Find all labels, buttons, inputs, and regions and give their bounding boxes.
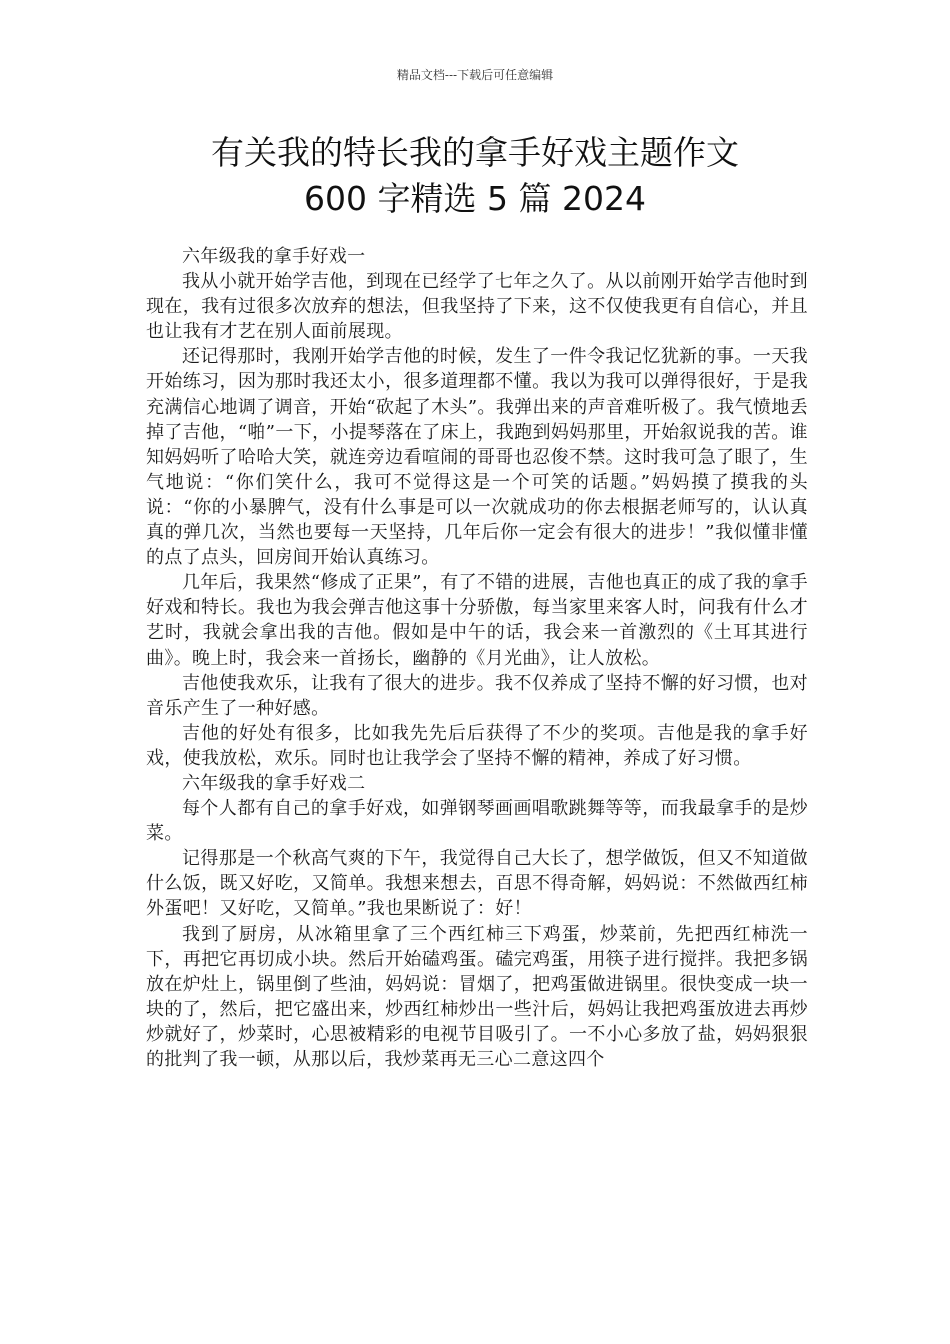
paragraph: 吉他使我欢乐，让我有了很大的进步。我不仅养成了坚持不懈的好习惯，也对音乐产生了一种好感。 (146, 672, 808, 719)
paragraph: 记得那是一个秋高气爽的下午，我觉得自己大长了，想学做饭，但又不知道做什么饭，既又好吃，又简单。我想来想去，百思不得奇解，妈妈说：不然做西红柿外蛋吧！又好吃，又简单。”我也果断说了：好！ (146, 848, 808, 920)
paragraph: 几年后，我果然“修成了正果”，有了不错的进展，吉他也真正的成了我的拿手好戏和特长。我也为我会弹吉他这事十分骄傲，每当家里来客人时，问我有什么才艺时，我就会拿出我的吉他。假如是中午的话，我会来一首激烈的《土耳其进行曲》。晚上时，我会来一首扬长，幽静的《月光曲》，让人放松。 (146, 572, 808, 669)
section-heading: 六年级我的拿手好戏二 (182, 772, 366, 794)
article-body (146, 244, 808, 1072)
paragraph: 还记得那时，我刚开始学吉他的时候，发生了一件令我记忆犹新的事。一天我开始练习，因为那时我还太小，很多道理都不懂。我以为我可以弹得很好，于是我充满信心地调了调音，开始“砍起了木头”。我弹出来的声音难听极了。我气愤地丢掉了吉他，“啪”一下，小提琴落在了床上，我跑到妈妈那里，开始叙说我的苦。谁知妈妈听了哈哈大笑，就连旁边看喧闹的哥哥也忍俊不禁。这时我可急了眼了，生气地说：“你们笑什么，我可不觉得这是一个可笑的话题。”妈妈摸了摸我的头说：“你的小暴脾气，没有什么事是可以一次就成功的你去根据老师写的，认认真真的弹几次，当然也要每一天坚持，几年后你一定会有很大的进步！”我似懂非懂的点了点头，回房间开始认真练习。 (146, 346, 808, 569)
section-heading: 六年级我的拿手好戏一 (182, 246, 366, 267)
paragraph: 我到了厨房，从冰箱里拿了三个西红柿三下鸡蛋，炒菜前，先把西红柿洗一下，再把它再切成小块。然后开始磕鸡蛋。磕完鸡蛋，用筷子进行搅拌。我把多锅放在炉灶上，锅里倒了些油，妈妈说：冒烟了，把鸡蛋做进锅里。很快变成一块一块的了，然后，把它盛出来，炒西红柿炒出一些汁后，妈妈让我把鸡蛋放进去再炒炒就好了，炒菜时，心思被精彩的电视节目吸引了。一不小心多放了盐，妈妈狠狠的批判了我一顿，从那以后，我炒菜再无三心二意这四个 (146, 923, 808, 1070)
header-note: 精品文档---下载后可任意编辑 (396, 68, 554, 82)
title-line-1: 有关我的特长我的拿手好戏主题作文 (211, 133, 739, 172)
paragraph: 我从小就开始学吉他，到现在已经学了七年之久了。从以前刚开始学吉他时到现在，我有过很多次放弃的想法，但我坚持了下来，这不仅使我更有自信心，并且也让我有才艺在别人面前展现。 (146, 271, 808, 343)
paragraph: 吉他的好处有很多，比如我先先后后获得了不少的奖项。吉他是我的拿手好戏，使我放松，欢乐。同时也让我学会了坚持不懈的精神，养成了好习惯。 (146, 722, 808, 769)
paragraph: 每个人都有自己的拿手好戏，如弹钢琴画画唱歌跳舞等等，而我最拿手的是炒菜。 (146, 798, 808, 845)
title-line-2: 600 字精选 5 篇 2024 (304, 179, 646, 218)
page-title (100, 130, 850, 222)
